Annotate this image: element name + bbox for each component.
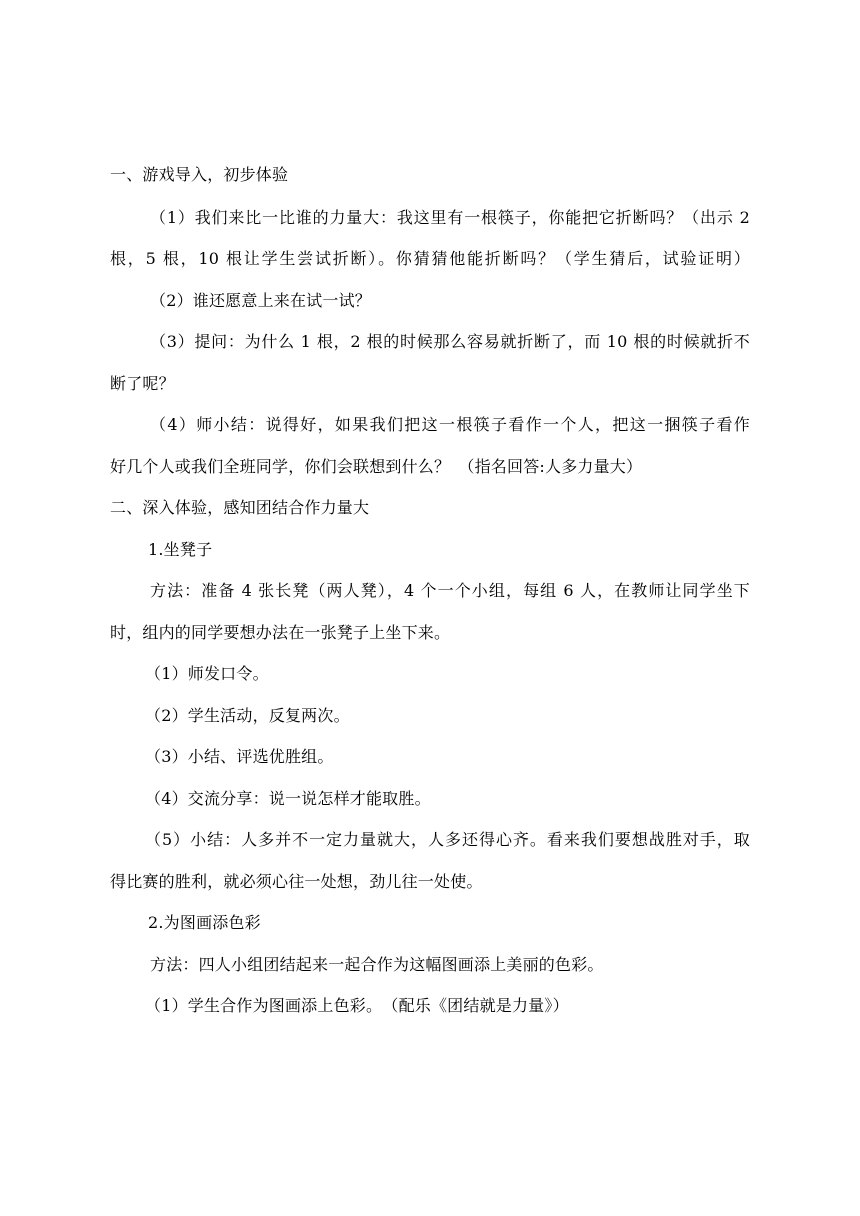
sub1-step5-line1: （5）小结：人多并不一定力量就大，人多还得心齐。看来我们要想战胜对手，取 (145, 830, 750, 849)
sub1-step5-line2: 得比赛的胜利，就必须心往一处想，劲儿往一处使。 (110, 872, 483, 891)
section1-item1-line2: 根，5 根，10 根让学生尝试折断）。你猜猜他能折断吗？（学生猜后，试验证明） (110, 249, 750, 268)
sub1-step1: （1）师发口令。 (145, 664, 269, 683)
sub1-method-line1: 方法：准备 4 张长凳（两人凳），4 个一个小组，每组 6 人，在教师让同学坐下 (150, 581, 750, 600)
sub1-step3: （3）小结、评选优胜组。 (145, 747, 334, 766)
section1-item2: （2）谁还愿意上来在试一试？ (150, 291, 371, 310)
sub1-step2: （2）学生活动，反复两次。 (145, 706, 350, 725)
section1-item3-line1: （3）提问：为什么 1 根，2 根的时候那么容易就折断了，而 10 根的时候就折不 (150, 332, 750, 351)
section1-heading: 一、游戏导入，初步体验 (110, 165, 289, 184)
sub2-title: 2.为图画添色彩 (148, 913, 261, 932)
section1-item1-line1: （1）我们来比一比谁的力量大：我这里有一根筷子，你能把它折断吗？（出示 2 (150, 208, 750, 227)
sub2-step1: （1）学生合作为图画添上色彩。 （配乐《团结就是力量》） (145, 996, 569, 1015)
sub1-step4: （4）交流分享：说一说怎样才能取胜。 (145, 789, 431, 808)
sub1-title: 1.坐凳子 (148, 540, 213, 559)
section2-heading: 二、深入体验，感知团结合作力量大 (110, 498, 370, 517)
section1-item4-line2: 好几个人或我们全班同学，你们会联想到什么？ （指名回答:人多力量大） (110, 457, 643, 476)
section1-item3-line2: 断了呢？ (110, 374, 175, 393)
section1-item4-line1: （4）师小结：说得好，如果我们把这一根筷子看作一个人，把这一捆筷子看作 (150, 415, 750, 434)
sub1-method-line2: 时，组内的同学要想办法在一张凳子上坐下来。 (110, 623, 451, 642)
sub2-method: 方法：四人小组团结起来一起合作为这幅图画添上美丽的色彩。 (150, 955, 604, 974)
